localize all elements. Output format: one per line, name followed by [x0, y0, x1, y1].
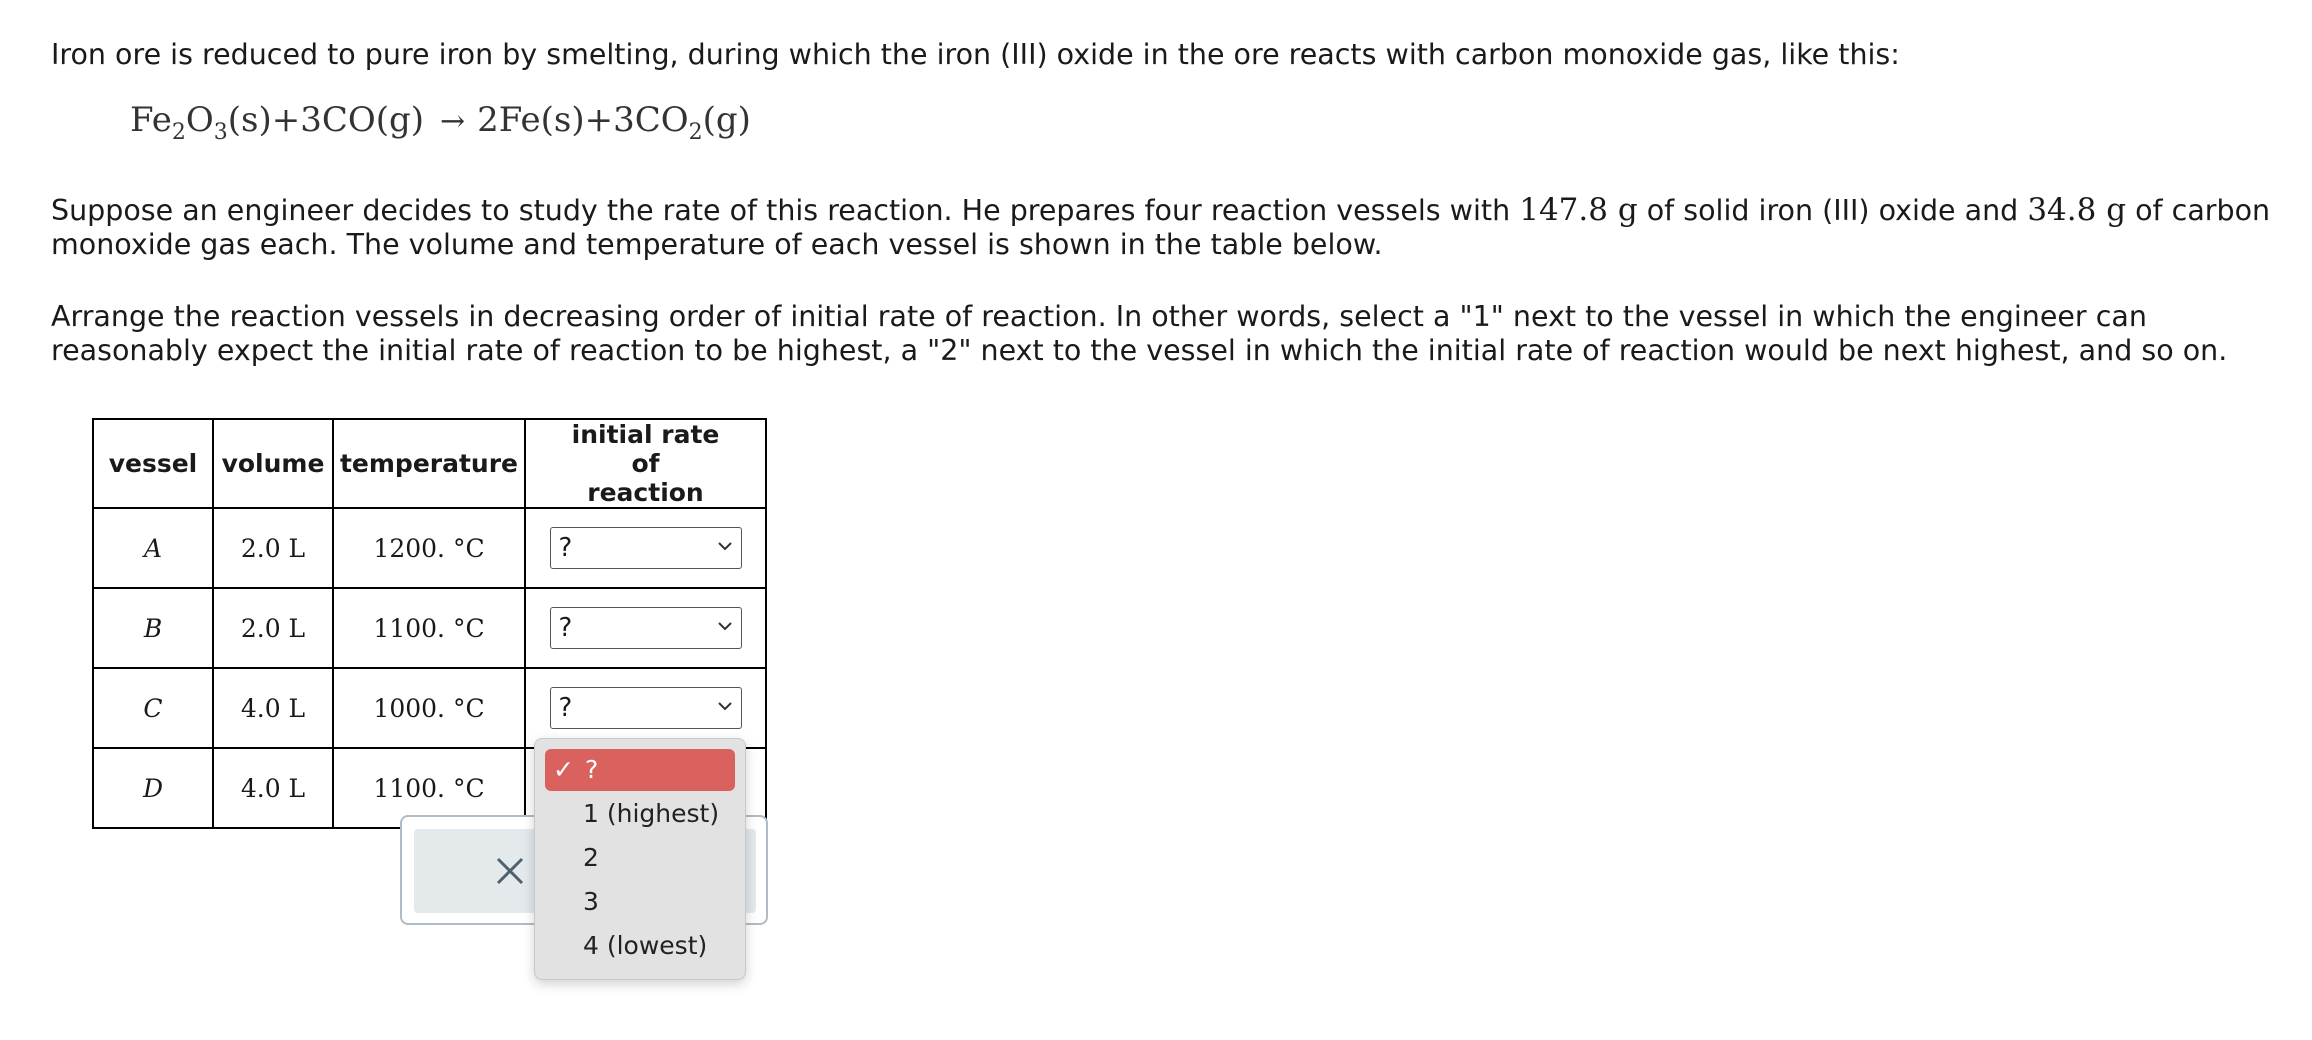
- eq-sub-3: 3: [213, 120, 228, 145]
- header-volume: volume: [213, 419, 333, 508]
- setup-text-b: of solid iron (III) oxide and: [1637, 194, 2028, 227]
- reaction-arrow-icon: →: [440, 104, 466, 139]
- rate-cell: [525, 668, 766, 748]
- dropdown-option-1[interactable]: 1 (highest): [583, 799, 720, 828]
- eq-fe: Fe: [130, 100, 172, 140]
- temperature-cell: 1100. °C: [333, 588, 525, 668]
- rate-select-value: ?: [558, 693, 573, 723]
- eq-sub-co2: 2: [688, 120, 703, 145]
- dropdown-option-unset[interactable]: [545, 749, 735, 791]
- header-temperature: temperature: [333, 419, 525, 508]
- rate-select-b[interactable]: [550, 607, 742, 649]
- table-header-row: [93, 419, 766, 508]
- volume-cell: 2.0 L: [213, 588, 333, 668]
- setup-text-c: of carbon monoxide gas each. The volume and temperature of each vessel is shown in the table below.: [51, 194, 2271, 261]
- instructions-paragraph: Arrange the reaction vessels in decreasing order of initial rate of reaction. In other words, select a "1" next to the vessel in which the engineer can reasonably expect the initial rate of reaction to be highest, a "2" next to the vessel in which the initial rate of reaction would be next highest, and so on.: [51, 300, 2228, 367]
- rate-select-a[interactable]: [550, 527, 742, 569]
- header-vessel: vessel: [93, 419, 213, 508]
- setup-text-a: Suppose an engineer decides to study the rate of this reaction. He prepares four reaction vessels with: [51, 194, 1520, 227]
- table-row: [93, 668, 766, 748]
- intro-paragraph: Iron ore is reduced to pure iron by smelting, during which the iron (III) oxide in the ore reacts with carbon monoxide gas, like this:: [51, 38, 1900, 71]
- mass-fe2o3: 147.8 g: [1519, 192, 1638, 228]
- vessel-cell: A: [93, 508, 213, 588]
- table-row: [93, 588, 766, 668]
- eq-o: O: [185, 100, 214, 140]
- mass-co: 34.8 g: [2027, 192, 2127, 228]
- rate-select-c[interactable]: [550, 687, 742, 729]
- dropdown-option-3[interactable]: 3: [583, 887, 599, 916]
- rate-select-value: ?: [558, 613, 573, 643]
- eq-product-state: (g): [702, 100, 751, 140]
- check-icon: ✓: [553, 755, 574, 784]
- option-label: ?: [585, 755, 599, 784]
- eq-sub-2: 2: [171, 120, 186, 145]
- reaction-equation: [130, 100, 751, 145]
- rate-cell: [525, 508, 766, 588]
- chevron-down-icon: [717, 620, 733, 632]
- dropdown-option-4[interactable]: 4 (lowest): [583, 931, 708, 960]
- chevron-down-icon: [717, 540, 733, 552]
- volume-cell: 4.0 L: [213, 748, 333, 828]
- eq-products: 2Fe(s)+3CO: [477, 100, 689, 140]
- temperature-cell: 1200. °C: [333, 508, 525, 588]
- vessel-cell: C: [93, 668, 213, 748]
- volume-cell: 4.0 L: [213, 668, 333, 748]
- rate-cell: [525, 588, 766, 668]
- vessel-cell: D: [93, 748, 213, 828]
- close-icon[interactable]: [494, 855, 526, 887]
- temperature-cell: 1100. °C: [333, 748, 525, 828]
- dropdown-option-2[interactable]: 2: [583, 843, 599, 872]
- temperature-cell: 1000. °C: [333, 668, 525, 748]
- volume-cell: 2.0 L: [213, 508, 333, 588]
- table-row: [93, 508, 766, 588]
- rate-select-value: ?: [558, 533, 573, 563]
- rate-dropdown-menu: [534, 738, 746, 980]
- vessel-cell: B: [93, 588, 213, 668]
- chevron-down-icon: [717, 700, 733, 712]
- eq-reactant-rest: (s)+3CO(g): [227, 100, 425, 140]
- header-initial-rate: initial rate of reaction: [525, 419, 766, 508]
- setup-paragraph: [51, 193, 2291, 262]
